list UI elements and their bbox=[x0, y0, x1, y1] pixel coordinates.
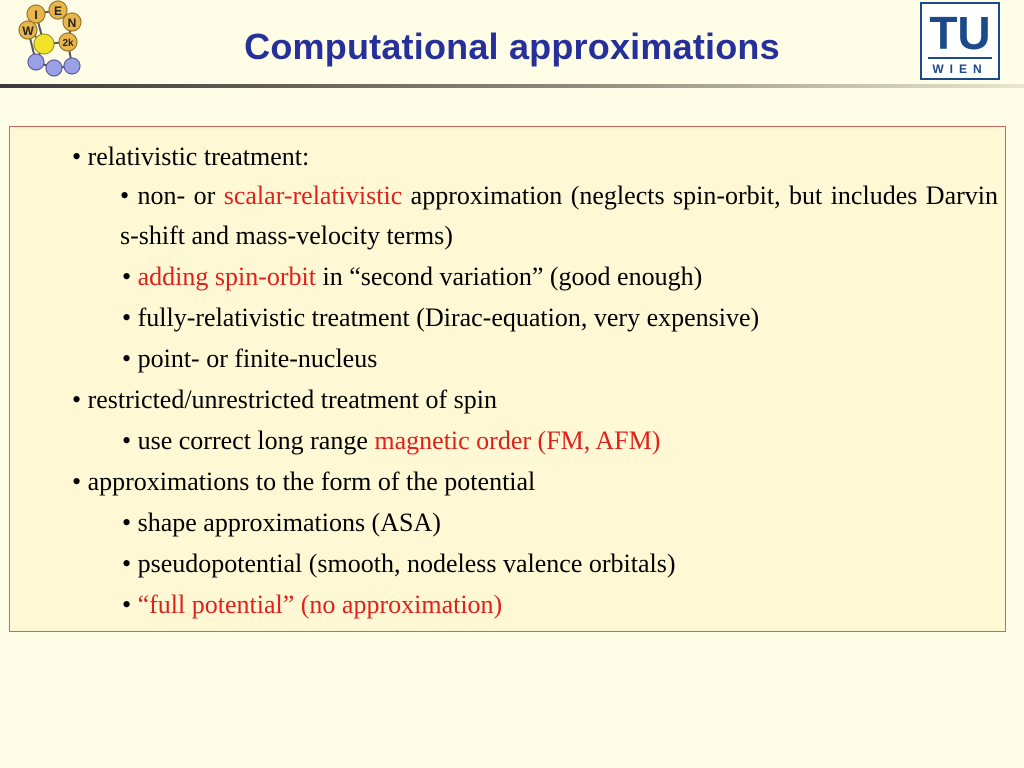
logo-letter-2k: 2k bbox=[62, 38, 74, 49]
bullet-potential-approximations: • approximations to the form of the potential bbox=[72, 467, 536, 496]
page-title: Computational approximations bbox=[244, 26, 780, 67]
bullet-fully-relativistic: • fully-relativistic treatment (Dirac-equation, very expensive) bbox=[122, 303, 760, 332]
bullet-relativistic-treatment: • relativistic treatment: bbox=[72, 142, 310, 171]
logo-letter-w: W bbox=[22, 24, 34, 38]
logo-letter-i: I bbox=[34, 8, 38, 22]
bullet-shape-approximations: • shape approximations (ASA) bbox=[122, 508, 441, 537]
tu-wien-logo bbox=[920, 2, 1000, 80]
title-divider bbox=[0, 84, 1024, 88]
logo-tu-text: TU bbox=[929, 7, 991, 59]
bullet-spin-orbit: • adding spin-orbit in “second variation” (good enough) bbox=[122, 262, 703, 291]
bullet-spin-treatment: • restricted/unrestricted treatment of spin bbox=[72, 385, 497, 414]
bullet-magnetic-order: • use correct long range magnetic order (FM, AFM) bbox=[122, 426, 661, 455]
logo-letter-n: N bbox=[67, 16, 77, 30]
bullet-scalar-relativistic: • non- or scalar-relativistic approximation (neglects spin-orbit, but includes Darvin s-shift and mass-velocity terms) bbox=[120, 181, 998, 250]
bullet-pseudopotential: • pseudopotential (smooth, nodeless valence orbitals) bbox=[122, 549, 676, 578]
bullet-full-potential: • “full potential” (no approximation) bbox=[122, 590, 503, 619]
logo-wien-text: WIEN bbox=[932, 62, 988, 76]
bullet-nucleus: • point- or finite-nucleus bbox=[122, 344, 378, 373]
logo-letter-e: E bbox=[53, 4, 63, 18]
